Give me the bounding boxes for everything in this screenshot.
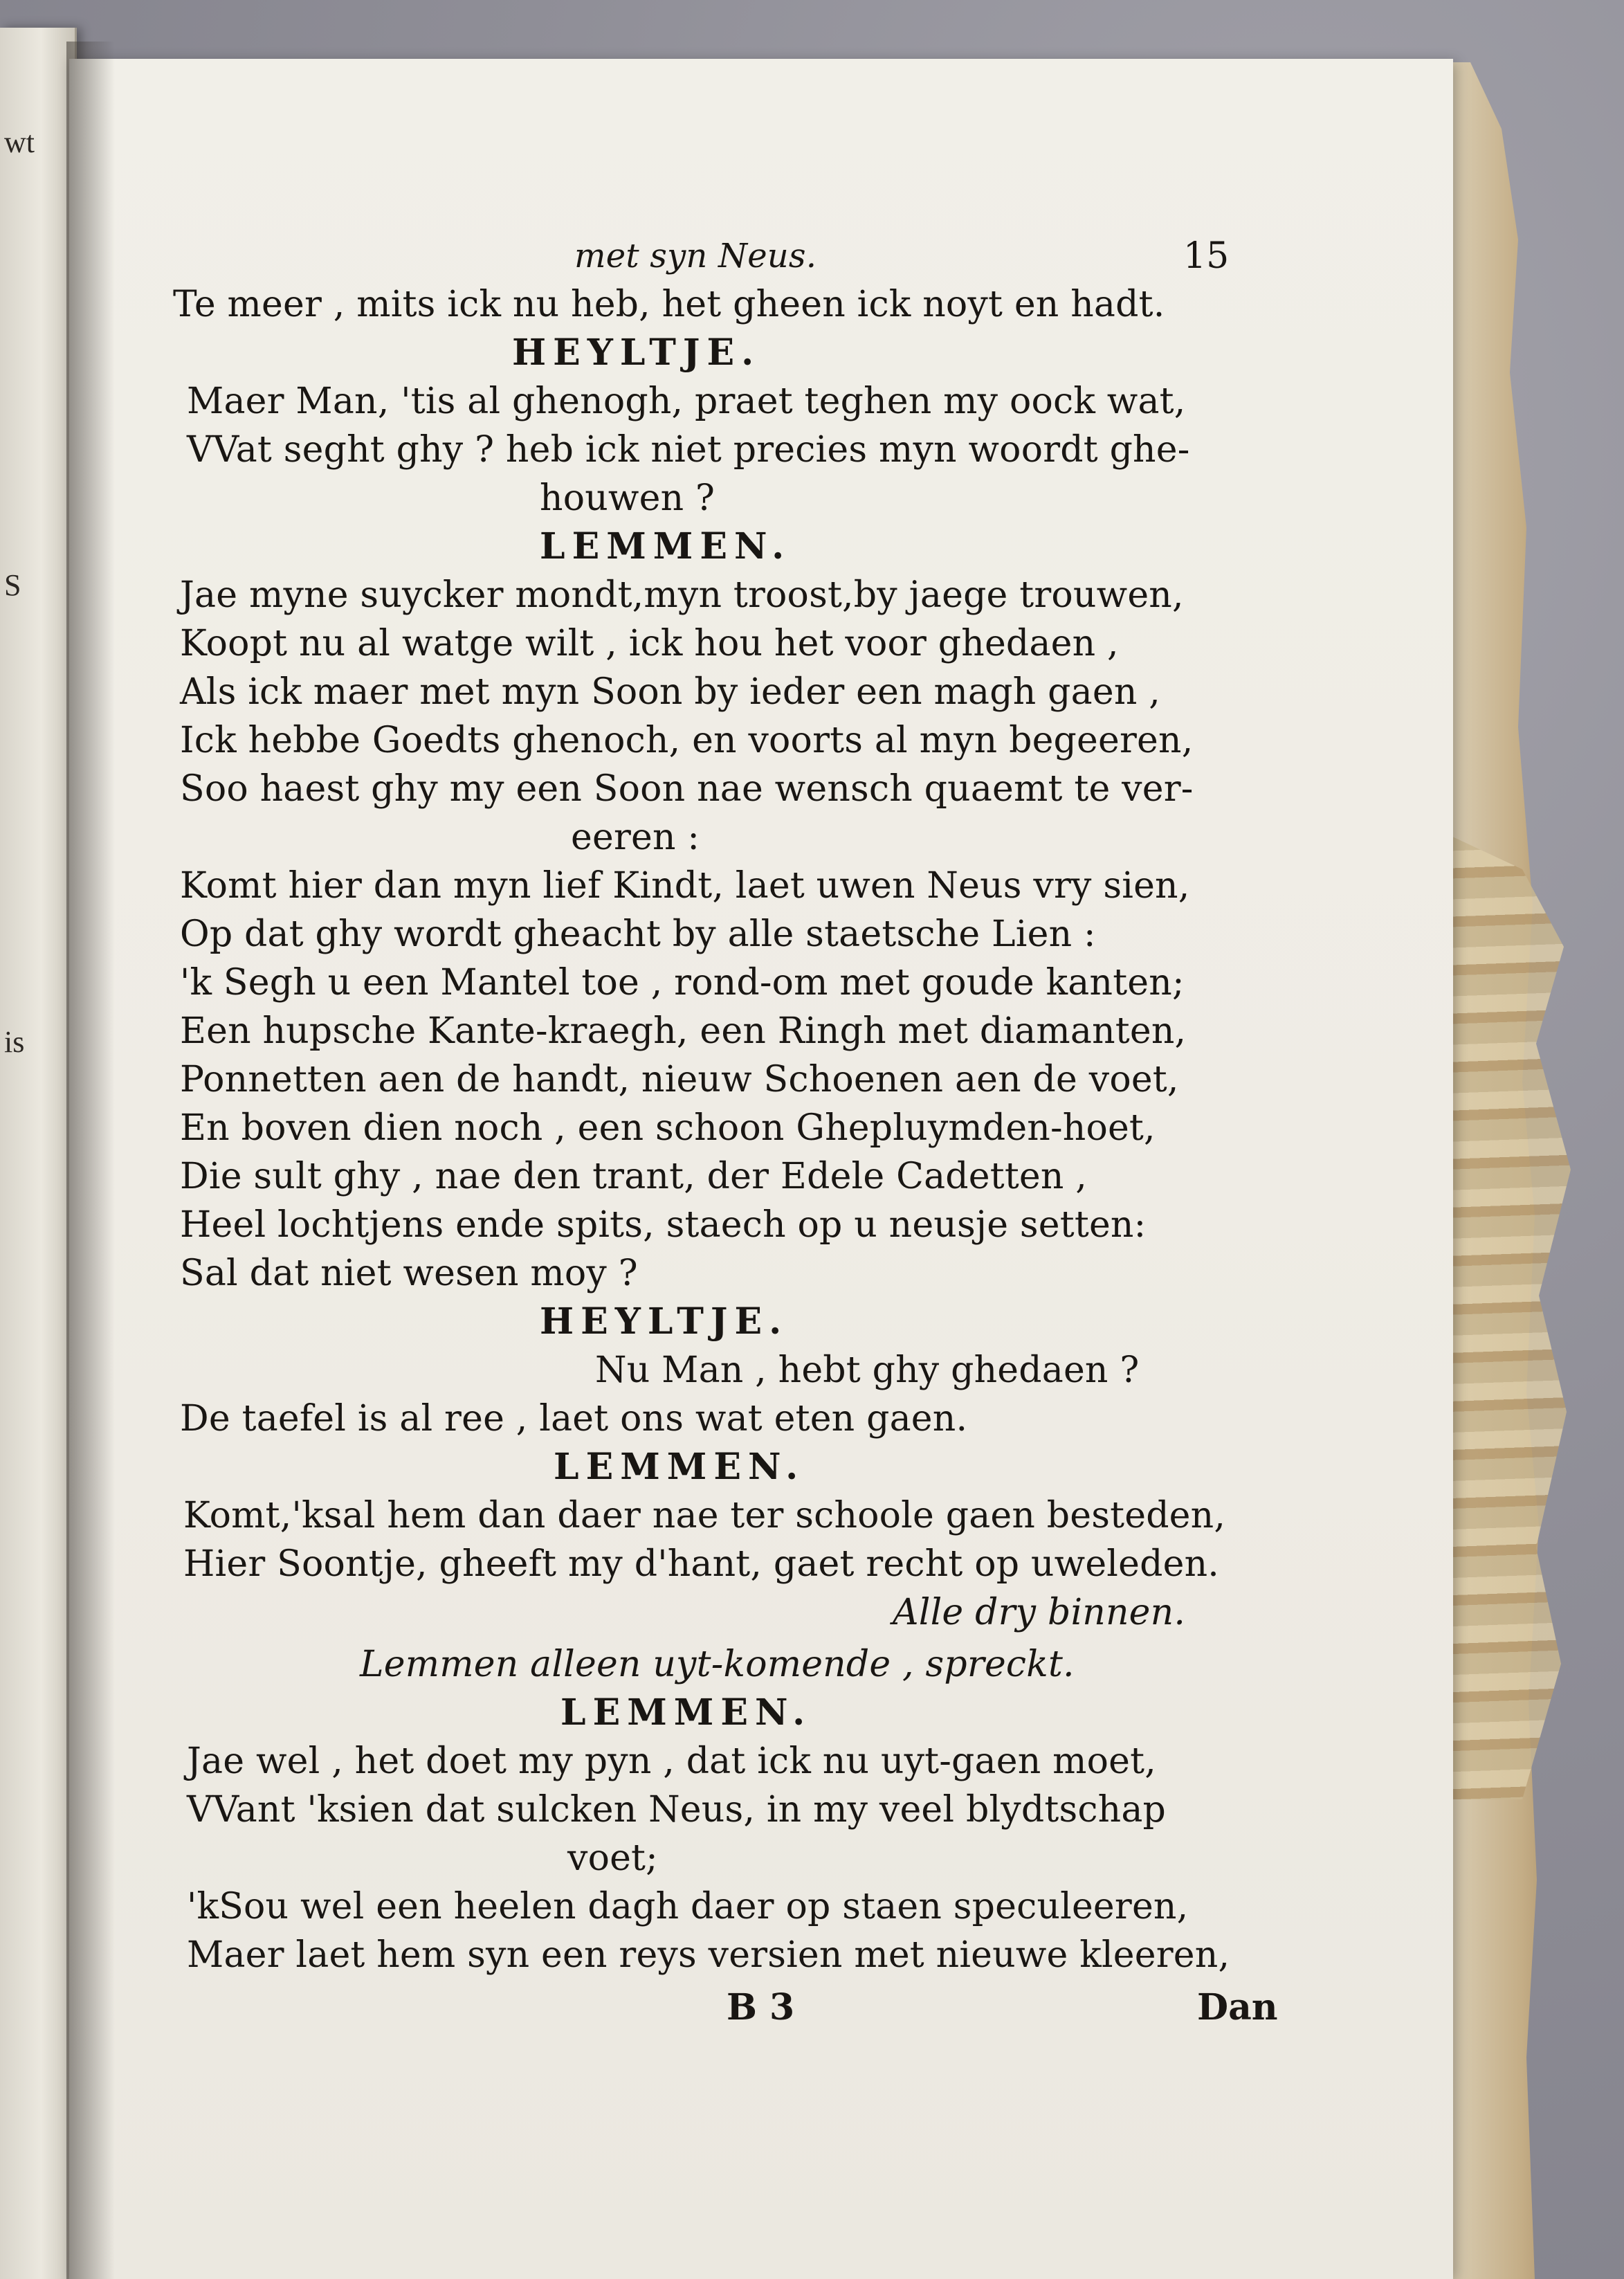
verse-line: Hier Soontje, gheeft my d'hant, gaet recht op uweleden.	[183, 1543, 1219, 1585]
verse-line: Maer laet hem syn een reys versien met nieuwe kleeren,	[187, 1934, 1230, 1976]
speaker-name: LEMMEN.	[554, 1446, 805, 1488]
speaker-name: HEYLTJE.	[512, 332, 761, 374]
catchword: Dan	[1197, 1986, 1278, 2028]
verse-line: Koopt nu al watge wilt , ick hou het voor ghedaen ,	[180, 623, 1119, 664]
verse-line: Die sult ghy , nae den trant, der Edele Cadetten ,	[180, 1156, 1088, 1197]
verse-line: Soo haest ghy my een Soon nae wensch quaemt te ver-	[180, 768, 1194, 810]
verse-line: 'k Segh u een Mantel toe , rond-om met goude kanten;	[180, 962, 1185, 1004]
verse-line: De taefel is al ree , laet ons wat eten gaen.	[180, 1398, 968, 1440]
verse-line: Komt hier dan myn lief Kindt, laet uwen Neus vry sien,	[180, 865, 1190, 907]
stage-direction: Lemmen alleen uyt-komende , spreckt.	[360, 1644, 1075, 1685]
bleed-fragment: S	[4, 568, 21, 602]
signature-mark: B 3	[727, 1986, 795, 2028]
verse-line: Maer Man, 'tis al ghenogh, praet teghen my oock wat,	[187, 381, 1186, 422]
bleed-fragment: wt	[4, 125, 35, 159]
verse-line: VVant 'ksien dat sulcken Neus, in my veel blydtschap	[187, 1789, 1167, 1831]
speaker-name: LEMMEN.	[560, 1691, 812, 1734]
book-page	[69, 59, 1453, 2279]
verse-line: voet;	[567, 1837, 658, 1879]
verse-line: Ponnetten aen de handt, nieuw Schoenen aen de voet,	[180, 1059, 1179, 1100]
verse-line: Nu Man , hebt ghy ghedaen ?	[595, 1350, 1140, 1391]
verse-line: Te meer , mits ick nu heb, het gheen ick noyt en hadt.	[173, 284, 1165, 325]
verse-line: Jae myne suycker mondt,myn troost,by jaege trouwen,	[180, 574, 1184, 616]
verse-line: Als ick maer met myn Soon by ieder een magh gaen ,	[180, 671, 1160, 713]
speaker-name: HEYLTJE.	[540, 1300, 789, 1343]
folio-number: 15	[1183, 235, 1230, 277]
verse-line: Op dat ghy wordt gheacht by alle staetsche Lien :	[180, 914, 1096, 955]
verse-line: 'kSou wel een heelen dagh daer op staen speculeeren,	[187, 1886, 1189, 1927]
verse-line: eeren :	[571, 817, 700, 858]
verse-line: En boven dien noch , een schoon Ghepluymden-hoet,	[180, 1107, 1156, 1149]
verse-line: Heel lochtjens ende spits, staech op u neusje setten:	[180, 1204, 1147, 1246]
verse-line: Jae wel , het doet my pyn , dat ick nu uyt-gaen moet,	[187, 1741, 1156, 1782]
verse-line: Ick hebbe Goedts ghenoch, en voorts al myn begeeren,	[180, 720, 1194, 761]
verse-line: Een hupsche Kante-kraegh, een Ringh met diamanten,	[180, 1010, 1187, 1052]
previous-page-edge	[0, 28, 77, 2279]
stage-direction: Alle dry binnen.	[893, 1592, 1186, 1633]
running-head: met syn Neus.	[574, 237, 817, 275]
verse-line: Sal dat niet wesen moy ?	[180, 1253, 638, 1294]
speaker-name: LEMMEN.	[540, 525, 792, 568]
verse-line: houwen ?	[540, 478, 715, 519]
verse-line: VVat seght ghy ? heb ick niet precies myn woordt ghe-	[187, 429, 1190, 471]
verse-line: Komt,'ksal hem dan daer nae ter schoole gaen besteden,	[183, 1495, 1226, 1536]
bleed-fragment: is	[4, 1025, 25, 1059]
